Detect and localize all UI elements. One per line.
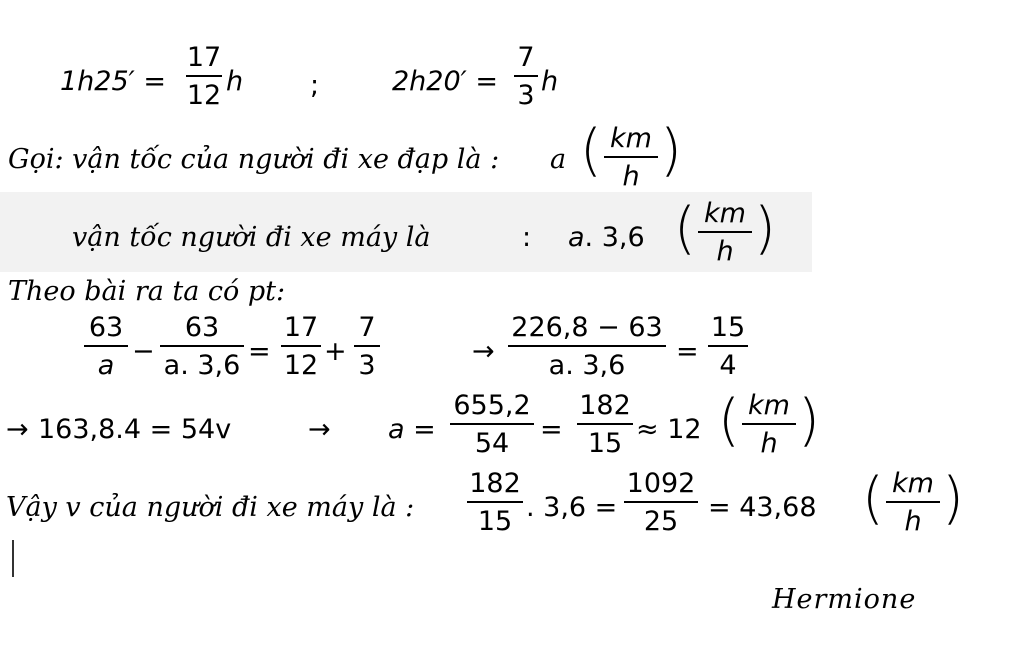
times-3-6: . 3,6 = (526, 492, 618, 523)
bicycle-speed-variable: a (550, 144, 567, 175)
equals-sign: = (676, 336, 699, 367)
motorbike-speed-result-unit: km h (886, 470, 940, 535)
fraction-1092-over-25: 1092 25 (624, 470, 698, 535)
equals-sign: = (248, 336, 271, 367)
implies-arrow: → (308, 414, 331, 445)
unit-right-paren: ) (660, 118, 682, 183)
fraction-15-over-4: 15 4 (708, 314, 748, 379)
unit-right-paren: ) (942, 466, 964, 531)
fraction-2268-minus-63-over-a36: 226,8 − 63 a. 3,6 (508, 314, 666, 379)
equals-sign: = (540, 414, 563, 445)
author-signature: Hermione (772, 584, 917, 615)
fraction-182-over-15: 182 15 (577, 392, 633, 457)
minus-sign: − (132, 336, 155, 367)
equation-intro-text: Theo bài ra ta có pt: (8, 276, 286, 307)
fraction-6552-over-54: 655,2 54 (450, 392, 534, 457)
implies-arrow: → (472, 336, 495, 367)
time-1-unit: h (226, 66, 244, 97)
fraction-7-over-3: 7 3 (354, 314, 380, 379)
unit-left-paren: ( (862, 466, 884, 531)
unit-right-paren: ) (754, 196, 776, 261)
plus-sign: + (324, 336, 347, 367)
motorbike-speed-colon: : (522, 222, 532, 253)
unit-left-paren: ( (718, 388, 740, 453)
bicycle-speed-text: Gọi: vận tốc của người đi xe đạp là : (8, 144, 500, 175)
implies-arrow: → (6, 414, 29, 445)
motorbike-speed-result: = 43,68 (708, 492, 817, 523)
equation-163-8: 163,8.4 = 54v (38, 414, 232, 445)
motorbike-speed-expression: a. 3,6 (568, 222, 645, 253)
bicycle-speed-unit: km h (604, 125, 658, 190)
time-2-unit: h (541, 66, 559, 97)
separator-semicolon: ; (310, 70, 320, 101)
unit-right-paren: ) (798, 388, 820, 453)
time-2-fraction: 7 3 (514, 44, 538, 109)
unit-left-paren: ( (580, 118, 602, 183)
conclusion-text: Vậy v của người đi xe máy là : (6, 492, 415, 523)
fraction-63-over-a: 63 a (84, 314, 128, 379)
time-2-label: 2h20′ = (392, 66, 498, 97)
text-cursor[interactable] (12, 540, 14, 577)
fraction-182-over-15: 182 15 (467, 470, 523, 535)
bicycle-speed-result-unit: km h (742, 392, 796, 457)
motorbike-speed-text: vận tốc người đi xe máy là (72, 222, 431, 253)
fraction-17-over-12: 17 12 (281, 314, 321, 379)
approx-12: ≈ 12 (636, 414, 702, 445)
unit-left-paren: ( (674, 196, 696, 261)
a-equals: a = (388, 414, 436, 445)
fraction-63-over-a36: 63 a. 3,6 (160, 314, 244, 379)
motorbike-speed-unit: km h (698, 200, 752, 265)
time-1-label: 1h25′ = (60, 66, 166, 97)
time-1-fraction: 17 12 (186, 42, 222, 111)
